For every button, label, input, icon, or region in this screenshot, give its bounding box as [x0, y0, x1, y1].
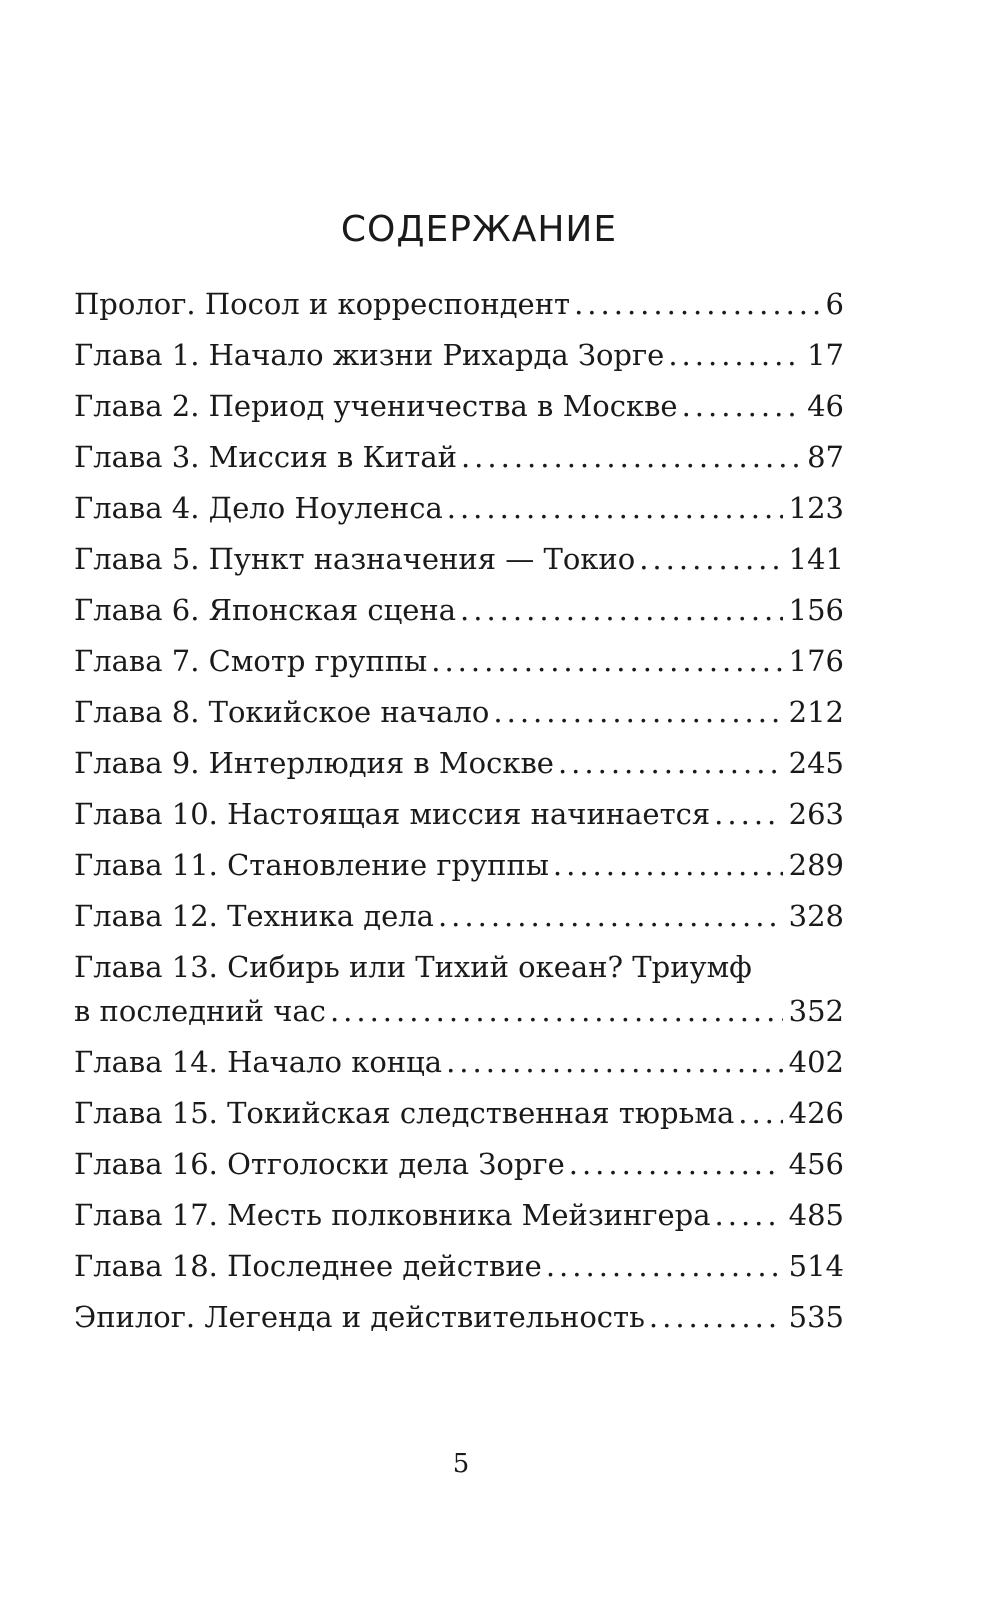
toc-entry-label: Эпилог. Легенда и действительность: [74, 1300, 645, 1334]
toc-entry: [74, 330, 844, 381]
dot-leader: [715, 1190, 783, 1241]
toc-entry-label: Глава 6. Японская сцена: [74, 593, 457, 627]
toc-entry-page: 245: [788, 746, 844, 780]
toc-entry-page: 402: [788, 1045, 844, 1079]
dot-leader: [682, 381, 802, 432]
toc-line: [74, 891, 844, 942]
dot-leader: [438, 891, 783, 942]
toc-entry: [74, 738, 844, 789]
toc-entry-page: 263: [788, 797, 844, 831]
toc-entry-label: Глава 14. Начало конца: [74, 1045, 443, 1079]
toc-line: [74, 1088, 844, 1139]
toc-line: [74, 1139, 844, 1190]
dot-leader: [553, 840, 783, 891]
dot-leader: [639, 534, 782, 585]
dot-leader: [714, 789, 782, 840]
toc-line: [74, 1292, 844, 1343]
toc-entry-page: 46: [807, 389, 844, 423]
toc-entry: [74, 432, 844, 483]
dot-leader: [431, 636, 782, 687]
dot-leader: [738, 1088, 782, 1139]
toc-entry-page: 17: [807, 338, 844, 372]
toc-entry-page: 87: [807, 440, 844, 474]
toc-entry-label: Глава 18. Последнее действие: [74, 1249, 542, 1283]
dot-leader: [569, 1139, 783, 1190]
toc-entry: [74, 1088, 844, 1139]
toc-line: [74, 687, 844, 738]
toc-entry-label: Глава 10. Настоящая миссия начинается: [74, 797, 711, 831]
dot-leader: [558, 738, 783, 789]
dot-leader: [330, 986, 783, 1037]
toc-entry-page: 456: [788, 1147, 844, 1181]
toc-entry-lead: Глава 13. Сибирь или Тихий океан? Триумф: [74, 950, 752, 984]
toc-entry-page: 535: [788, 1300, 844, 1334]
dot-leader: [493, 687, 782, 738]
toc-entry: [74, 1241, 844, 1292]
toc-line: [74, 840, 844, 891]
toc-entry: [74, 789, 844, 840]
toc-line: [74, 381, 844, 432]
toc-entry-page: 123: [788, 491, 844, 525]
toc-line: [74, 483, 844, 534]
toc-entry-label: Пролог. Посол и корреспондент: [74, 287, 571, 321]
toc-entry-label: Глава 17. Месть полковника Мейзингера: [74, 1198, 711, 1232]
toc-entry-page: 352: [788, 994, 844, 1028]
toc-entry-label: Глава 15. Токийская следственная тюрьма: [74, 1096, 735, 1130]
toc-entry-label: Глава 7. Смотр группы: [74, 644, 428, 678]
toc-entry: [74, 585, 844, 636]
toc-entry: [74, 636, 844, 687]
dot-leader: [447, 483, 783, 534]
toc-line: [74, 636, 844, 687]
toc-entry-page: 289: [788, 848, 844, 882]
dot-leader: [649, 1292, 783, 1343]
toc-entry-page: 212: [788, 695, 844, 729]
toc-entry-page: 485: [788, 1198, 844, 1232]
toc-line: [74, 738, 844, 789]
toc-entry-page: 426: [788, 1096, 844, 1130]
toc-entry-label: Глава 3. Миссия в Китай: [74, 440, 457, 474]
toc-line: [74, 1241, 844, 1292]
toc-entry: [74, 840, 844, 891]
toc-entry-page: 141: [788, 542, 844, 576]
toc-entry-label: Глава 11. Становление группы: [74, 848, 549, 882]
toc-line: [74, 432, 844, 483]
table-of-contents: [74, 279, 844, 1343]
toc-entry: [74, 891, 844, 942]
toc-entry: [74, 942, 844, 1037]
dot-leader: [461, 432, 801, 483]
toc-line: [74, 986, 844, 1037]
toc-entry: [74, 1037, 844, 1088]
toc-line: [74, 330, 844, 381]
toc-entry: [74, 1292, 844, 1343]
toc-line: [74, 1037, 844, 1088]
toc-line: [74, 534, 844, 585]
dot-leader: [460, 585, 783, 636]
dot-leader: [546, 1241, 783, 1292]
toc-entry: [74, 381, 844, 432]
toc-line: [74, 789, 844, 840]
toc-entry: [74, 1139, 844, 1190]
dot-leader: [446, 1037, 783, 1088]
page-title: СОДЕРЖАНИЕ: [340, 209, 618, 250]
page-number: 5: [452, 1449, 470, 1479]
toc-entry-label: в последний час: [74, 994, 326, 1028]
toc-line: [74, 585, 844, 636]
toc-entry-label: Глава 9. Интерлюдия в Москве: [74, 746, 554, 780]
toc-entry: [74, 1190, 844, 1241]
toc-entry-page: 156: [788, 593, 844, 627]
toc-entry: [74, 534, 844, 585]
toc-entry-label: Глава 8. Токийское начало: [74, 695, 490, 729]
toc-line: [74, 279, 844, 330]
toc-entry-page: 176: [788, 644, 844, 678]
toc-entry-label: Глава 5. Пункт назначения — Токио: [74, 542, 636, 576]
toc-entry-page: 6: [825, 287, 844, 321]
toc-entry-page: 514: [788, 1249, 844, 1283]
toc-entry: [74, 483, 844, 534]
dot-leader: [574, 279, 819, 330]
toc-line: [74, 1190, 844, 1241]
toc-entry-label: Глава 16. Отголоски дела Зорге: [74, 1147, 565, 1181]
toc-entry-label: Глава 4. Дело Ноуленса: [74, 491, 443, 525]
toc-entry-label: Глава 12. Техника дела: [74, 899, 434, 933]
toc-entry: [74, 687, 844, 738]
dot-leader: [668, 330, 801, 381]
toc-entry-label: Глава 1. Начало жизни Рихарда Зорге: [74, 338, 665, 372]
toc-entry-label: Глава 2. Период ученичества в Москве: [74, 389, 678, 423]
toc-entry: [74, 279, 844, 330]
toc-entry-page: 328: [788, 899, 844, 933]
